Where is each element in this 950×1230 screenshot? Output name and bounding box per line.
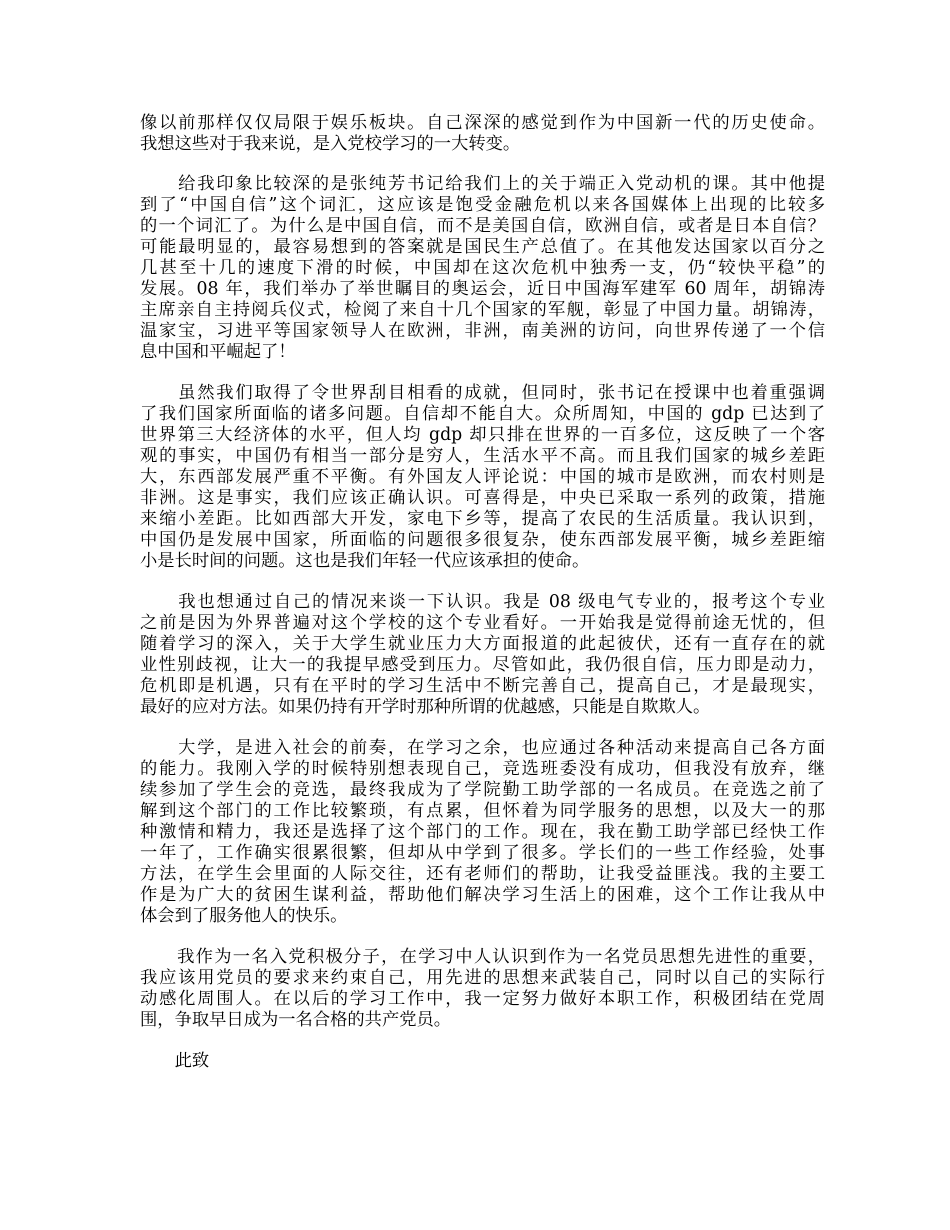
text-line: 续参加了学生会的竞选，最终我成为了学院勤工助学部的一名成员。在竞选之前了 [140,780,825,800]
text-line: 之前是因为外界普遍对这个学校的这个专业看好。一开始我是觉得前途无忧的，但 [140,613,825,633]
text-line: 业性别歧视，让大一的我提早感受到压力。尽管如此，我仍很自信，压力即是动力， [140,655,825,675]
text-line: 体会到了服务他人的快乐。 [140,906,348,926]
text-line: 世界第三大经济体的水平，但人均 gdp 却只排在世界的一百多位，这反映了一个客 [140,425,825,445]
document-body [140,113,825,1092]
text-line: 解到这个部门的工作比较繁琐，有点累，但怀着为同学服务的思想，以及大一的那 [140,801,825,821]
text-line: 作是为广大的贫困生谋利益，帮助他们解决学习生活上的困难，这个工作让我从中 [140,885,825,905]
text-line: 大，东西部发展严重不平衡。有外国友人评论说：中国的城市是欧洲，而农村则是 [140,467,825,487]
text-line: 像以前那样仅仅局限于娱乐板块。自己深深的感觉到作为中国新一代的历史使命。 [140,113,825,133]
text-line: 观的事实，中国仍有相当一部分是穷人，生活水平不高。而且我们国家的城乡差距 [140,446,825,466]
text-line: 一年了，工作确实很累很繁，但却从中学到了很多。学长们的一些工作经验，处事 [140,843,825,863]
text-line: 我作为一名入党积极分子，在学习中人认识到作为一名党员思想先进性的重要， [140,947,825,967]
text-line: 几甚至十几的速度下滑的时候，中国却在这次危机中独秀一支，仍“较快平稳”的 [140,258,825,278]
text-line: 的能力。我刚入学的时候特别想表现自己，竞选班委没有成功，但我没有放弃，继 [140,759,825,779]
text-line: 危机即是机遇，只有在平时的学习生活中不断完善自己，提高自己，才是最现实， [140,676,825,696]
paragraph-3 [140,383,825,572]
text-line: 我想这些对于我来说，是入党校学习的一大转变。 [140,134,521,154]
text-line: 可能最明显的，最容易想到的答案就是国民生产总值了。在其他发达国家以百分之 [140,237,825,257]
text-line: 给我印象比较深的是张纯芳书记给我们上的关于端正入党动机的课。其中他提 [140,174,825,194]
text-line: 的一个词汇了。为什么是中国自信，而不是美国自信，欧洲自信，或者是日本自信？ [140,216,825,236]
text-line: 围，争取早日成为一名合格的共产党员。 [140,1010,452,1030]
text-line: 虽然我们取得了令世界刮目相看的成就，但同时，张书记在授课中也着重强调 [140,383,825,403]
text-line: 主席亲自主持阅兵仪式，检阅了来自十几个国家的军舰，彰显了中国力量。胡锦涛， [140,300,825,320]
paragraph-5 [140,738,825,927]
text-line: 温家宝，习进平等国家领导人在欧洲，非洲，南美洲的访问，向世界传递了一个信 [140,321,825,341]
text-line: 我应该用党员的要求来约束自己，用先进的思想来武装自己，同时以自己的实际行 [140,968,825,988]
text-line: 最好的应对方法。如果仍持有开学时那种所谓的优越感，只能是自欺欺人。 [140,697,711,717]
paragraph-2 [140,174,825,363]
text-line: 息中国和平崛起了！ [140,342,296,362]
closing-salutation [140,1051,825,1072]
text-line: 小是长时间的问题。这也是我们年轻一代应该承担的使命。 [140,551,590,571]
text-line: 方法，在学生会里面的人际交往，还有老师们的帮助，让我受益匪浅。我的主要工 [140,864,825,884]
text-line: 我也想通过自己的情况来谈一下认识。我是 08 级电气专业的，报考这个专业 [140,592,825,612]
text-line: 此致 [140,1051,210,1071]
text-line: 动感化周围人。在以后的学习工作中，我一定努力做好本职工作，积极团结在党周 [140,989,825,1009]
paragraph-6 [140,947,825,1031]
text-line: 随着学习的深入，关于大学生就业压力大方面报道的此起彼伏，还有一直存在的就 [140,634,825,654]
text-line: 到了“中国自信”这个词汇，这应该是饱受金融危机以来各国媒体上出现的比较多 [140,195,825,215]
text-line: 了我们国家所面临的诸多问题。自信却不能自大。众所周知，中国的 gdp 已达到了 [140,404,825,424]
paragraph-1 [140,113,825,155]
text-line: 种激情和精力，我还是选择了这个部门的工作。现在，我在勤工助学部已经快工作 [140,822,825,842]
text-line: 大学，是进入社会的前奏，在学习之余，也应通过各种活动来提高自己各方面 [140,738,825,758]
paragraph-4 [140,592,825,718]
text-line: 来缩小差距。比如西部大开发，家电下乡等，提高了农民的生活质量。我认识到， [140,509,825,529]
text-line: 非洲。这是事实，我们应该正确认识。可喜得是，中央已采取一系列的政策，措施 [140,488,825,508]
text-line: 中国仍是发展中国家，所面临的问题很多很复杂，使东西部发展平衡，城乡差距缩 [140,530,825,550]
text-line: 发展。08 年，我们举办了举世瞩目的奥运会，近日中国海军建军 60 周年，胡锦涛 [140,279,825,299]
